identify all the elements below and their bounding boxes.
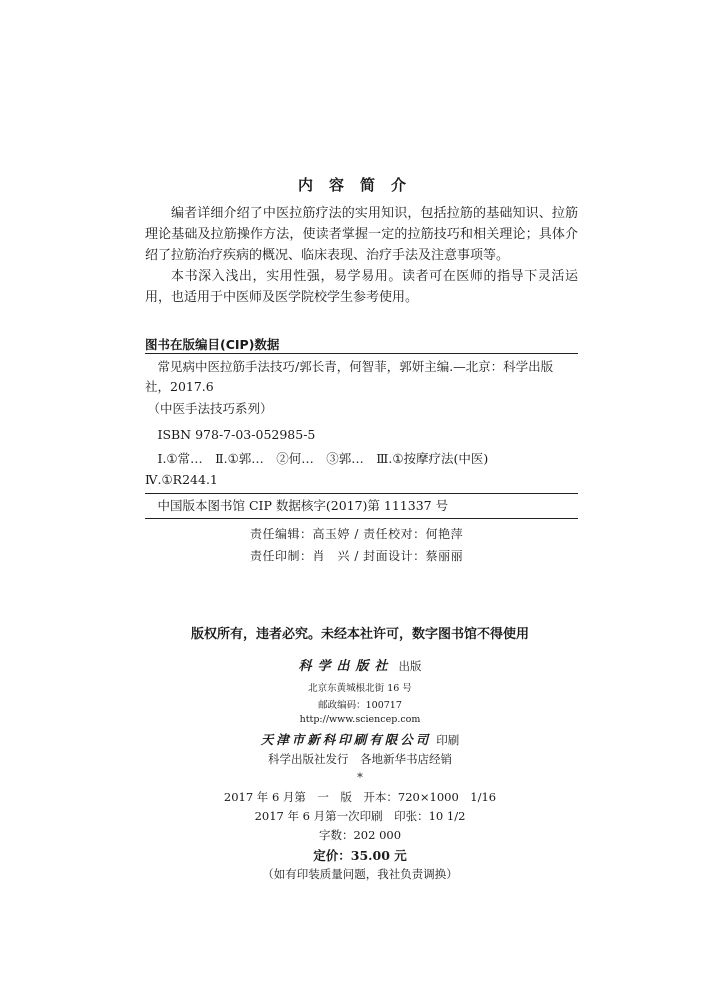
responsibility-line-2: 责任印制：肖 兴 / 封面设计：蔡丽丽 (250, 549, 464, 563)
publisher-address: 北京东黄城根北街 16 号 (308, 683, 412, 694)
printer-line (0, 729, 720, 748)
printer-name: 天津市新科印刷有限公司 (260, 732, 432, 747)
summary-paragraph (145, 203, 578, 266)
word-count: 字数：202 000 (318, 828, 402, 842)
printer-suffix: 印刷 (436, 733, 460, 747)
divider (145, 493, 578, 494)
publisher-postcode: 邮政编码：100717 (318, 700, 402, 711)
price: 定价：35.00 元 (313, 848, 407, 863)
divider (145, 518, 578, 519)
cip-body: 常见病中医拉筋手法技巧/郭长青，何智菲，郭妍主编.—北京：科学出版社，2017.6 (145, 359, 554, 394)
separator-star: * (357, 770, 363, 784)
divider (145, 353, 578, 354)
distribution-line: 科学出版社发行 各地新华书店经销 (268, 752, 452, 766)
summary-paragraph (145, 266, 578, 308)
edition-line: 2017 年 6 月第 一 版 开本：720×1000 1/16 (223, 790, 497, 804)
cip-classification-2: Ⅳ.①R244.1 (145, 472, 218, 487)
cip-series: （中医手法技巧系列） (147, 401, 273, 416)
publisher-website: http://www.sciencep.com (299, 714, 421, 725)
publisher-name: 科学出版社 (298, 659, 394, 674)
cip-heading: 图书在版编目(CIP)数据 (145, 337, 280, 352)
cip-classification-1: Ⅰ.①常… Ⅱ.①郭… ②何… ③郭… Ⅲ.①按摩疗法(中医) (157, 451, 489, 466)
cip-isbn: ISBN 978-7-03-052985-5 (157, 427, 316, 442)
printing-line: 2017 年 6 月第一次印刷 印张：10 1/2 (254, 809, 466, 823)
cip-library-record: 中国版本图书馆 CIP 数据核字(2017)第 111337 号 (157, 498, 449, 513)
publisher-line (0, 655, 720, 674)
summary-paragraph-1: 编者详细介绍了中医拉筋疗法的实用知识，包括拉筋的基础知识、拉筋理论基础及拉筋操作方法，使读者掌握一定的拉筋技巧和相关理论；具体介绍了拉筋治疗疾病的概况、临床表现、治疗手法及注意事项等。 (145, 206, 578, 263)
quality-notice: （如有印装质量问题，我社负责调换） (262, 867, 458, 881)
summary-paragraph-2: 本书深入浅出，实用性强，易学易用。读者可在医师的指导下灵活运用，也适用于中医师及医学院校学生参考使用。 (145, 269, 578, 305)
summary-title: 内容简介 (297, 176, 422, 194)
responsibility-line-1: 责任编辑：高玉婷 / 责任校对：何艳萍 (250, 527, 464, 541)
copyright-notice: 版权所有，违者必究。未经本社许可，数字图书馆不得使用 (190, 627, 529, 642)
publisher-suffix: 出版 (398, 659, 422, 673)
